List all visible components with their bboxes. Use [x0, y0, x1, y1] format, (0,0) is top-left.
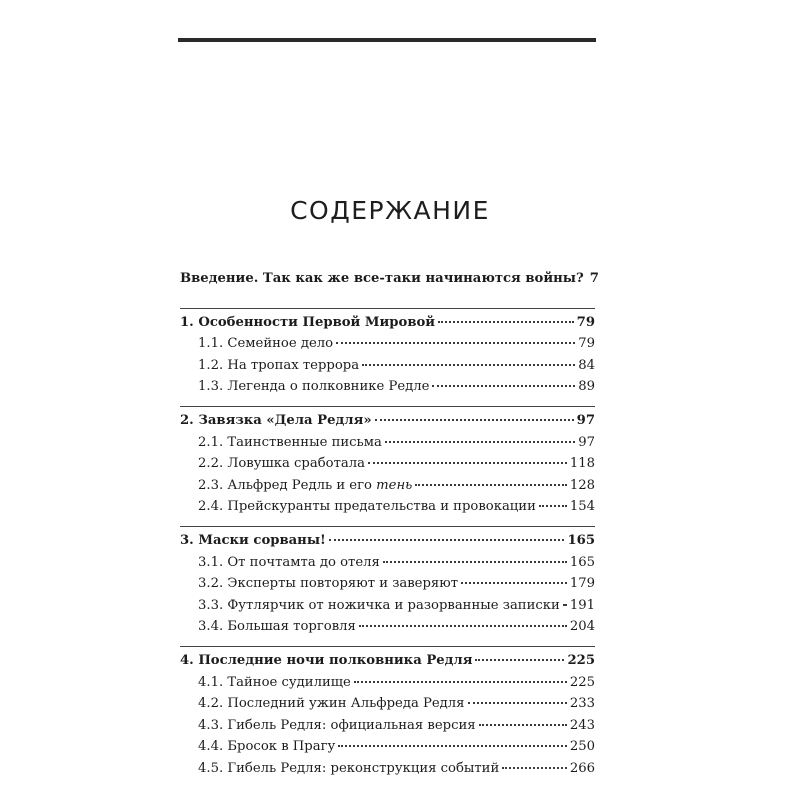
toc-section-2-1[interactable]	[180, 435, 595, 457]
toc-section-4-1[interactable]	[180, 675, 595, 697]
leader-dots	[539, 505, 567, 507]
toc-section-4-4[interactable]	[180, 739, 595, 761]
section-page: 128	[569, 477, 595, 493]
toc-section-4-2[interactable]	[180, 696, 595, 718]
leader-dots	[336, 342, 575, 344]
section-title: 4.5. Гибель Редля: реконструкция событий	[198, 760, 500, 776]
toc-intro-title: Введение. Так как же все-таки начинаются войны?	[180, 271, 584, 286]
section-page: 89	[578, 379, 595, 395]
toc-section-3-3[interactable]	[180, 598, 595, 620]
section-title-italic: тень	[376, 477, 413, 493]
top-rule	[178, 38, 596, 42]
chapter-page: 97	[576, 412, 595, 428]
section-divider	[180, 646, 595, 647]
leader-dots	[329, 539, 565, 541]
section-page: 118	[569, 456, 595, 472]
leader-dots	[563, 604, 567, 606]
toc-intro-page: 7	[589, 271, 599, 286]
section-title	[198, 478, 412, 493]
toc-section-2-2[interactable]	[180, 456, 595, 478]
leader-dots	[432, 385, 575, 387]
chapter-page: 79	[576, 314, 595, 330]
chapter-page: 225	[567, 652, 595, 668]
section-title: 2.1. Таинственные письма	[198, 434, 382, 450]
section-page: 165	[569, 554, 595, 570]
section-page: 233	[569, 696, 595, 712]
section-page: 204	[569, 619, 595, 635]
section-title: 1.2. На тропах террора	[198, 357, 360, 373]
chapter-title: 1. Особенности Первой Мировой	[180, 314, 436, 330]
chapter-page: 165	[567, 532, 595, 548]
section-title: 1.1. Семейное дело	[198, 336, 334, 352]
leader-dots	[359, 625, 567, 627]
section-page: 243	[569, 717, 595, 733]
toc-section-3-2[interactable]	[180, 576, 595, 598]
leader-dots	[385, 441, 575, 443]
leader-dots	[362, 364, 575, 366]
section-page: 266	[569, 760, 595, 776]
section-title-text: 2.3. Альфред Редль и его	[198, 477, 377, 493]
toc-section-1-3[interactable]	[180, 379, 595, 401]
chapter-title: 3. Маски сорваны!	[180, 532, 326, 548]
section-page: 250	[569, 739, 595, 755]
section-title: 3.3. Футлярчик от ножичка и разорванные записки	[198, 597, 560, 613]
leader-dots	[475, 659, 564, 661]
chapter-title: 4. Последние ночи полковника Редля	[180, 652, 473, 668]
section-title: 2.2. Ловушка сработала	[198, 456, 366, 472]
section-page: 97	[578, 434, 595, 450]
toc-chapter-1[interactable]	[180, 315, 595, 337]
toc-section-3-4[interactable]	[180, 619, 595, 641]
section-title: 1.3. Легенда о полковнике Редле	[198, 379, 430, 395]
section-title: 3.1. От почтамта до отеля	[198, 554, 380, 570]
section-title: 4.2. Последний ужин Альфреда Редля	[198, 696, 465, 712]
leader-dots	[415, 484, 566, 486]
toc-chapter-3[interactable]	[180, 533, 595, 555]
leader-dots	[461, 582, 567, 584]
section-page: 154	[569, 499, 595, 515]
leader-dots	[375, 419, 574, 421]
toc-chapter-4[interactable]	[180, 653, 595, 675]
leader-dots	[354, 681, 567, 683]
toc-section-1-2[interactable]	[180, 358, 595, 380]
section-title: 2.4. Прейскуранты предательства и провокации	[198, 499, 536, 515]
leader-dots	[338, 745, 567, 747]
section-title: 3.4. Большая торговля	[198, 619, 356, 635]
section-title: 4.4. Бросок в Прагу	[198, 739, 336, 755]
toc-section-4-3[interactable]	[180, 718, 595, 740]
chapter-title: 2. Завязка «Дела Редля»	[180, 412, 372, 428]
toc-section-2-3[interactable]	[180, 478, 595, 500]
toc-section-4-5[interactable]	[180, 761, 595, 783]
section-title: 4.3. Гибель Редля: официальная версия	[198, 717, 476, 733]
section-page: 84	[578, 357, 595, 373]
leader-dots	[502, 767, 567, 769]
toc-section-2-4[interactable]	[180, 499, 595, 521]
toc-chapter-2[interactable]	[180, 413, 595, 435]
section-title: 4.1. Тайное судилище	[198, 674, 351, 690]
toc-section-1-1[interactable]	[180, 336, 595, 358]
section-page: 79	[578, 336, 595, 352]
leader-dots	[383, 561, 567, 563]
page-title: СОДЕРЖАНИЕ	[290, 196, 490, 225]
toc-intro[interactable]	[180, 271, 599, 293]
section-divider	[180, 526, 595, 527]
toc-section-3-1[interactable]	[180, 555, 595, 577]
leader-dots	[368, 462, 567, 464]
section-page: 191	[569, 597, 595, 613]
leader-dots	[468, 702, 567, 704]
table-of-contents	[180, 271, 599, 782]
section-page: 179	[569, 576, 595, 592]
section-divider	[180, 406, 595, 407]
section-divider	[180, 308, 595, 309]
section-page: 225	[569, 674, 595, 690]
leader-dots	[438, 321, 574, 323]
section-title: 3.2. Эксперты повторяют и заверяют	[198, 576, 459, 592]
leader-dots	[479, 724, 567, 726]
